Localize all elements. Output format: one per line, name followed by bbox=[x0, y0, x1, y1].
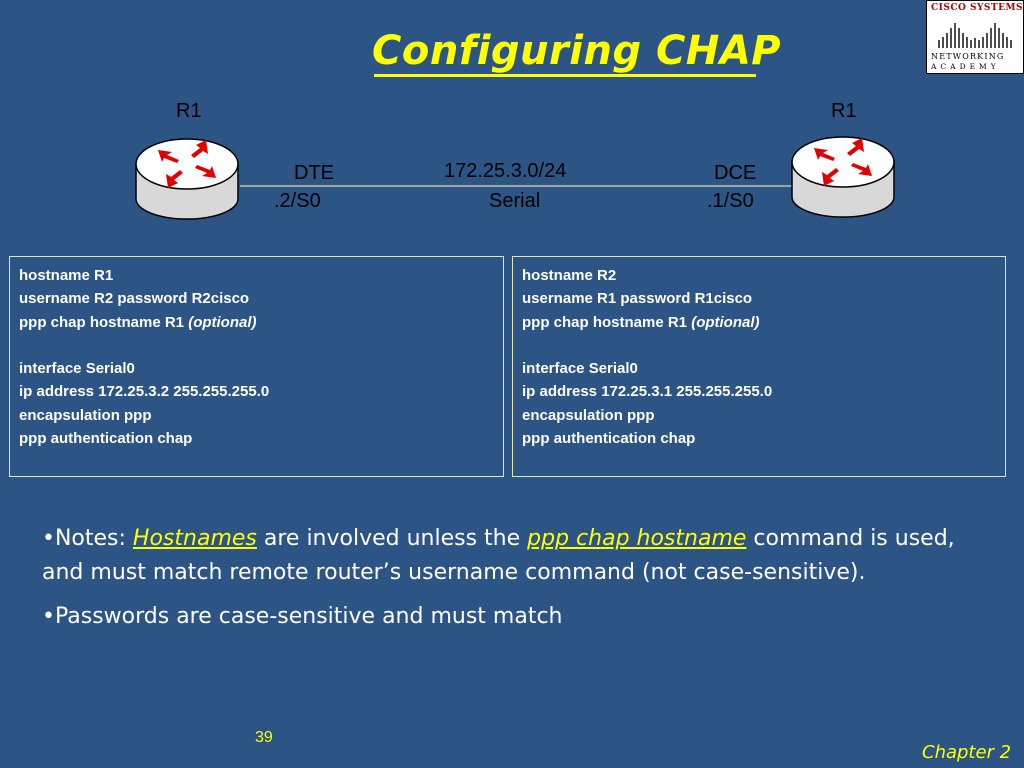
note-text: •Notes: bbox=[42, 526, 133, 551]
right-router-label: R1 bbox=[831, 100, 857, 122]
slide-number: 39 bbox=[255, 729, 273, 746]
link-type-label: Serial bbox=[489, 190, 541, 212]
title-underline bbox=[374, 74, 756, 77]
config-line: hostname R2 bbox=[522, 267, 617, 284]
note-emphasis: ppp chap hostname bbox=[527, 526, 747, 551]
logo-line2: ACADEMY bbox=[931, 62, 1000, 71]
config-line: interface Serial0 bbox=[19, 360, 135, 378]
optional-tag: (optional) bbox=[188, 313, 257, 331]
config-line: ip address 172.25.3.1 255.255.255.0 bbox=[522, 383, 773, 401]
config-line bbox=[522, 311, 1005, 334]
config-text: ppp chap hostname R1 bbox=[522, 313, 688, 331]
left-router-label: R1 bbox=[176, 100, 202, 122]
left-interface-label: .2/S0 bbox=[274, 190, 321, 212]
chapter-label: Chapter 2 bbox=[922, 742, 1012, 763]
config-line: ppp authentication chap bbox=[522, 430, 696, 448]
config-line: username R2 password R2cisco bbox=[19, 290, 250, 308]
optional-tag: (optional) bbox=[691, 313, 760, 331]
serial-link-line bbox=[240, 185, 796, 187]
router-icon bbox=[134, 124, 240, 230]
cisco-networking-academy-logo bbox=[926, 0, 1024, 74]
blank-line bbox=[19, 334, 503, 357]
page-title: Configuring CHAP bbox=[372, 28, 782, 74]
notes-section bbox=[42, 522, 982, 634]
config-line: interface Serial0 bbox=[522, 360, 638, 378]
right-role-label: DCE bbox=[714, 162, 757, 184]
note-text: command is used, and must match remote router’s username command (not case-sensitive). bbox=[42, 526, 955, 585]
config-line bbox=[19, 311, 503, 334]
logo-line1: NETWORKING bbox=[931, 52, 1005, 61]
config-line: username R1 password R1cisco bbox=[522, 290, 753, 308]
config-line: encapsulation ppp bbox=[522, 406, 655, 424]
left-role-label: DTE bbox=[294, 162, 334, 184]
note-emphasis: Hostnames bbox=[132, 526, 257, 551]
config-line: hostname R1 bbox=[19, 267, 114, 284]
right-router-config bbox=[512, 256, 1006, 477]
note-text: are involved unless the bbox=[256, 526, 528, 551]
note-bullet-1 bbox=[42, 522, 982, 590]
note-bullet-2: •Passwords are case-sensitive and must match bbox=[42, 604, 563, 629]
config-line: ip address 172.25.3.2 255.255.255.0 bbox=[19, 383, 270, 401]
logo-bridge-icon bbox=[933, 16, 1017, 50]
config-line: encapsulation ppp bbox=[19, 406, 152, 424]
blank-line bbox=[522, 334, 1005, 357]
right-interface-label: .1/S0 bbox=[707, 190, 754, 212]
config-text: ppp chap hostname R1 bbox=[19, 313, 185, 331]
left-router-config bbox=[9, 256, 504, 477]
config-line: ppp authentication chap bbox=[19, 430, 193, 448]
router-icon bbox=[790, 122, 896, 228]
network-address-label: 172.25.3.0/24 bbox=[444, 160, 567, 182]
logo-brand: CISCO SYSTEMS bbox=[931, 3, 1023, 13]
